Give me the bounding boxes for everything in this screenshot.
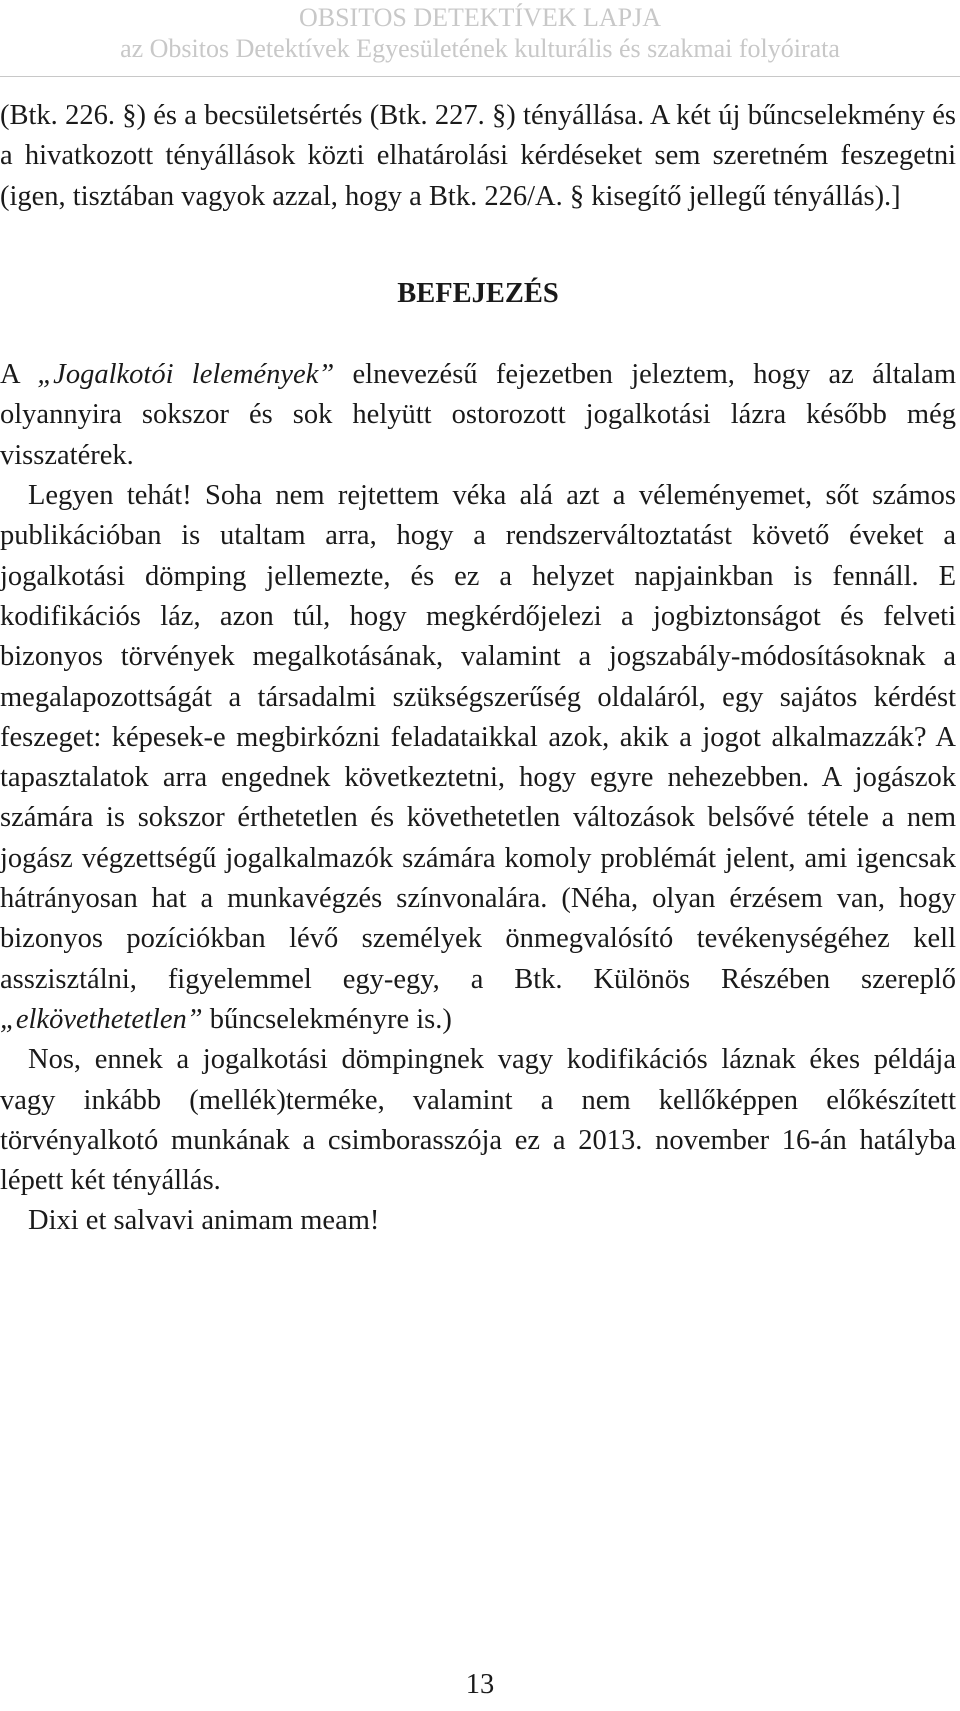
paragraph-main-start: Legyen tehát! Soha nem rejtettem véka alá azt a véleményemet, sőt számos publikációban is utaltam arra, hogy a rendszerváltoztatást követő éveket a jogalkotási dömping jellemezte, és ez a helyzet napjainkban is fennáll. E kodifikációs láz, azon túl, hogy megkérdőjelezi a jogbiztonságot és felveti bizonyos törvények megalkotásának, valamint a jogszabály-módosításoknak a megalapozottságát a társadalmi szükségszerűség oldaláról, egy sajátos kérdést feszeget: képesek-e megbirkózni feladataikkal azok, akik a jogot alkalmazzák? A tapasztalatok arra engednek következtetni, hogy egyre nehezebben. A jogászok számára is sokszor érthetetlen és követhetetlen változások belsővé tétele a nem jogász végzettségű jogalkalmazók számára komoly problémát jelent, ami igencsak hátrányosan hat a munkavégzés színvonalára. (Néha, olyan érzésem van, hogy bizonyos pozíciókban lévő személyek önmegvalósító tevékenységéhez kell asszisztálni, figyelemmel egy-egy, a Btk. Különös Részében szereplő — [0, 480, 956, 995]
paragraph-continuation: (Btk. 226. §) és a becsületsértés (Btk. 227. §) tényállása. A két új bűncselekmény és a hivatkozott tényállások közti elhatárolási kérdéseket sem szeretném feszegetni (igen, tisztában vagyok azzal, hogy a Btk. 226/A. § kisegítő jellegű tényállás).] — [0, 100, 956, 212]
paragraph-intro-start: A — [0, 359, 38, 391]
section-heading: BEFEJEZÉS — [397, 277, 559, 309]
paragraph-closing: Dixi et salvavi animam meam! — [28, 1205, 380, 1237]
paragraph-main-end: bűncselekményre is.) — [202, 1003, 452, 1035]
paragraph-example: Nos, ennek a jogalkotási dömpingnek vagy kodifikációs láznak ékes példája vagy inkább (mellék)terméke, valamint a nem kellőképpen előkészített törvényalkotó munkának a csimborasszója ez a 2013. november 16-án hatályba lépett két tényállás. — [0, 1044, 956, 1197]
paragraph-main — [0, 476, 956, 1040]
paragraph-intro — [0, 355, 956, 476]
article-body — [0, 96, 956, 1242]
journal-title: OBSITOS DETEKTÍVEK LAPJA — [298, 3, 662, 32]
page-number: 13 — [465, 1669, 495, 1700]
paragraph-intro-end: elnevezésű fejezetben jeleztem, hogy az általam olyannyira sokszor és sok helyütt ostorozott jogalkotási lázra később még visszatérek. — [0, 359, 956, 471]
emphasized-term: „elkövethetetlen” — [0, 1003, 203, 1035]
journal-header — [0, 2, 960, 64]
chapter-title-quote: „Jogalkotói lelemények” — [37, 359, 335, 391]
header-divider — [0, 76, 960, 77]
journal-subtitle: az Obsitos Detektívek Egyesületének kulturális és szakmai folyóirata — [120, 34, 840, 63]
